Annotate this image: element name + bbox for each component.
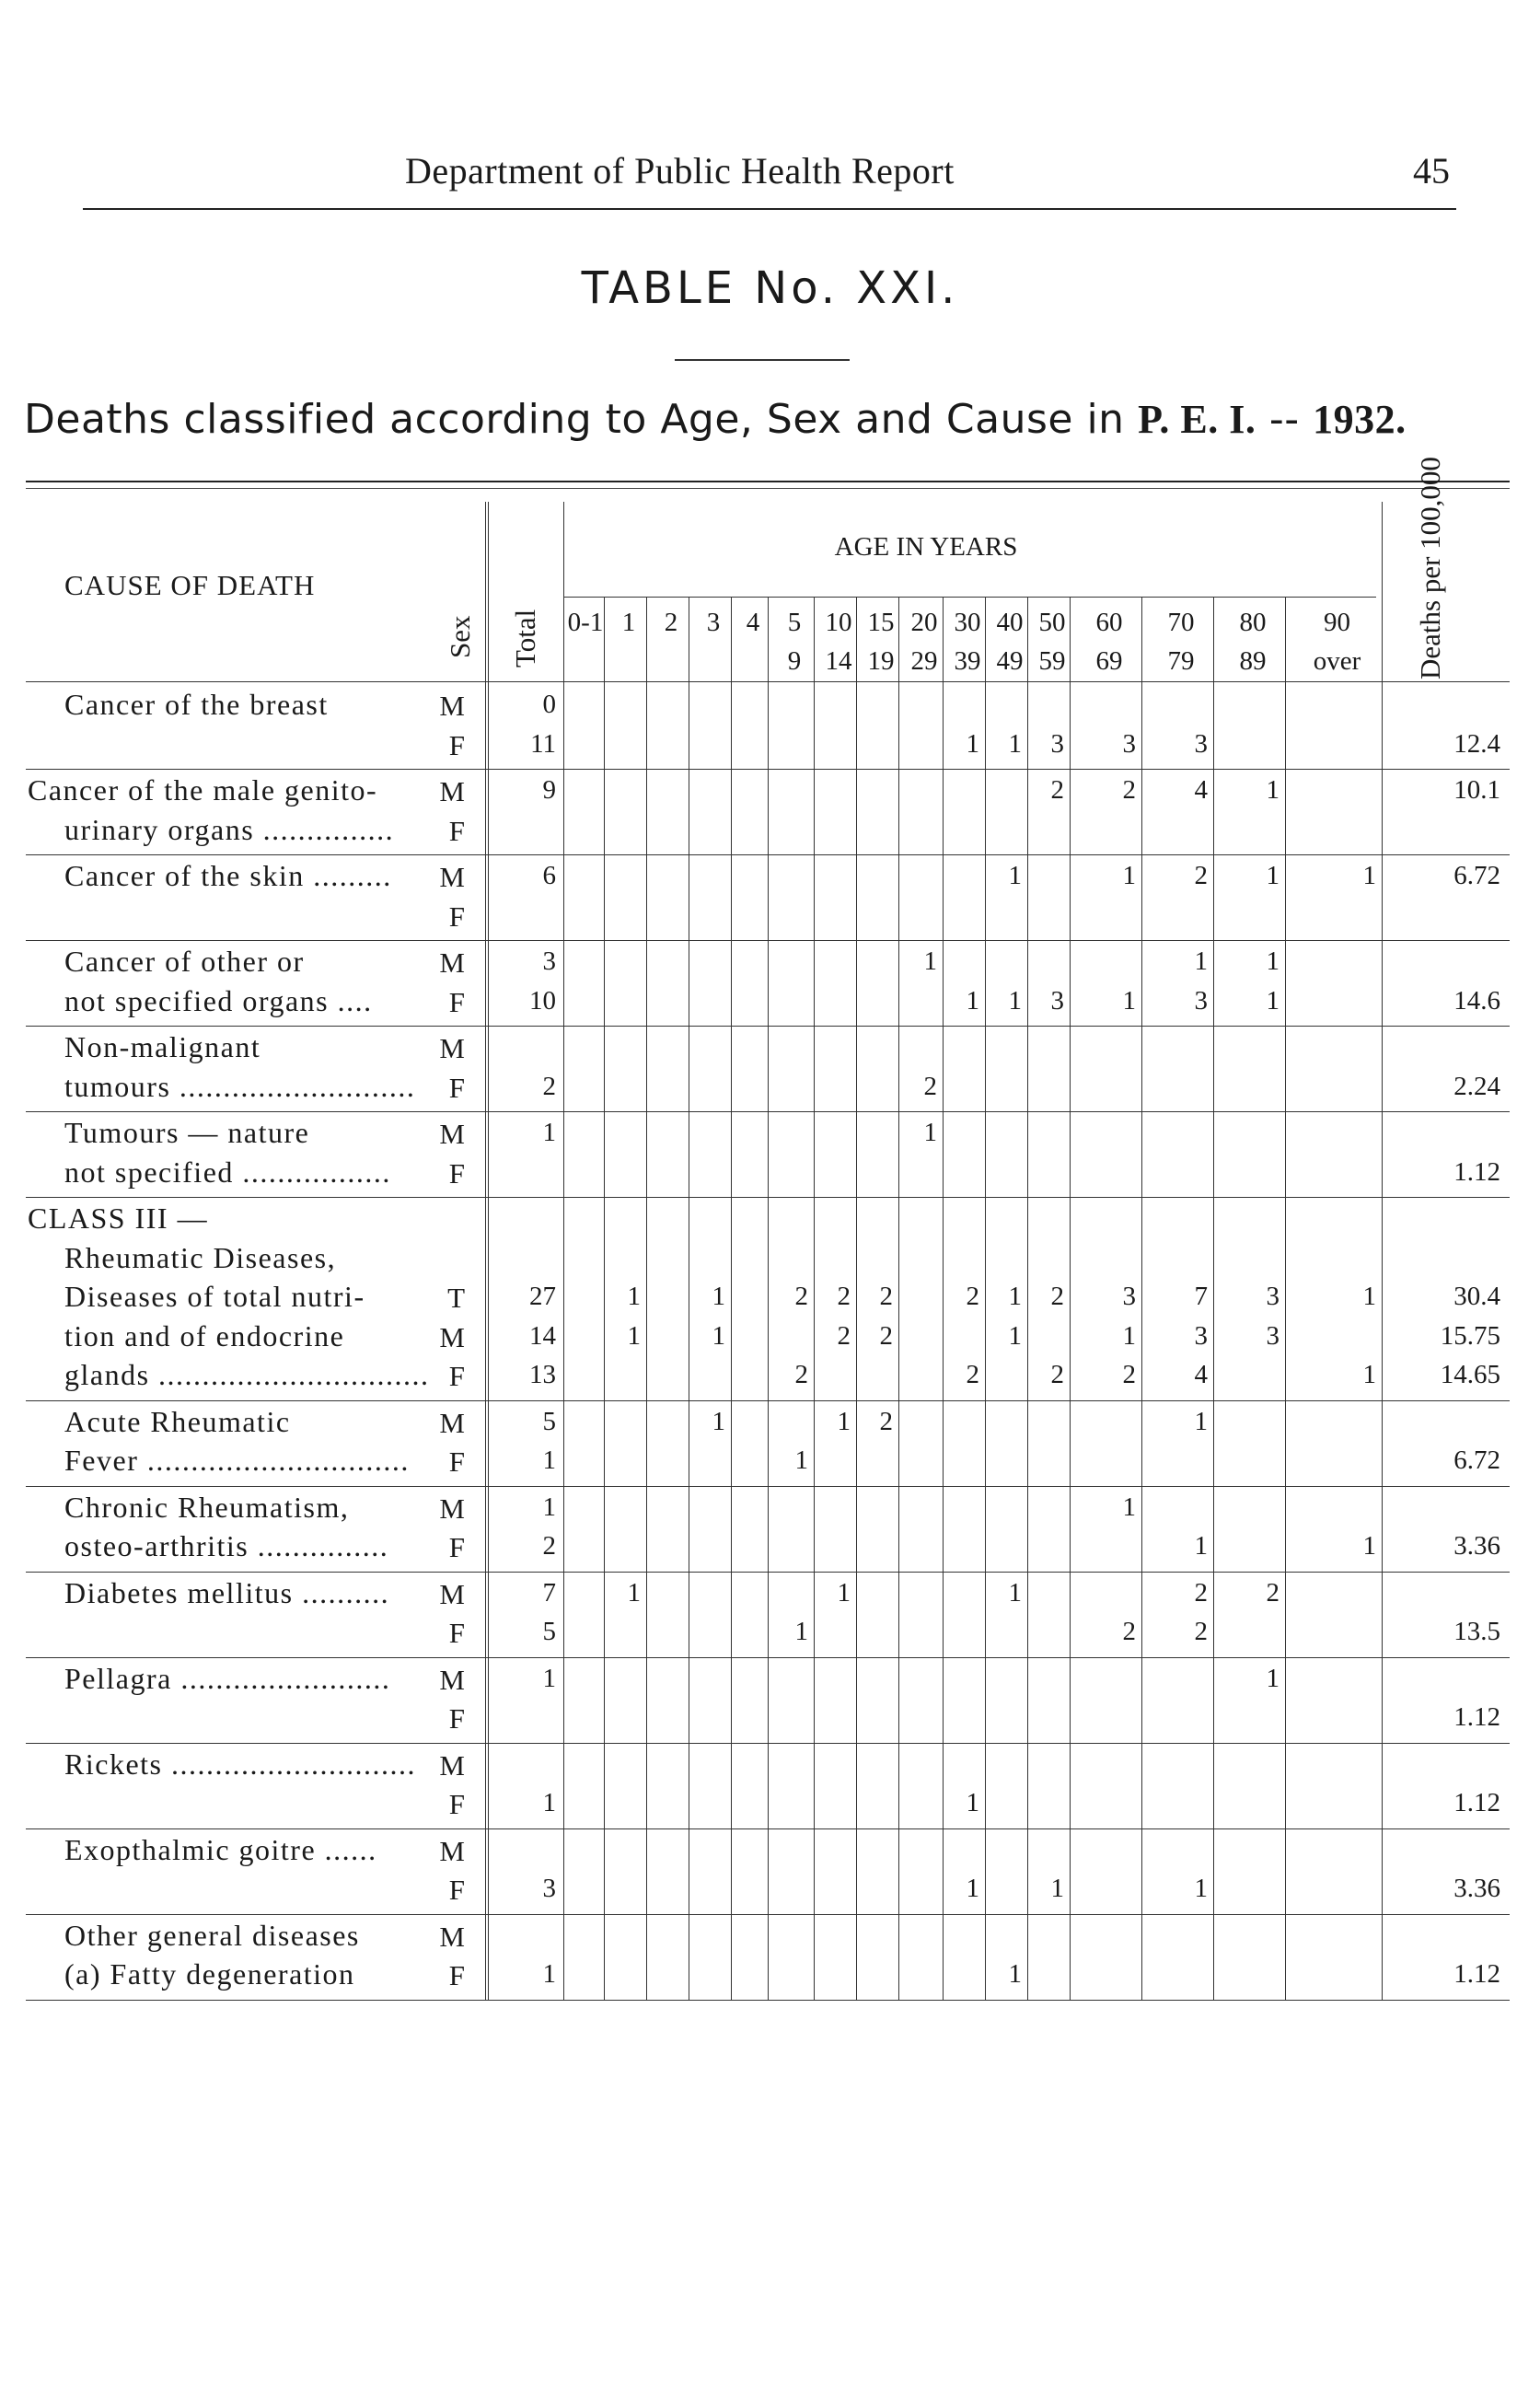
- deaths-per-100000-header: Deaths per 100,000: [1414, 457, 1446, 679]
- sex-13-0: M: [439, 1920, 465, 1953]
- rate-1-0: 10.1: [1453, 775, 1500, 805]
- group-rule-13: [26, 2000, 1510, 2001]
- age-col-rule-16: [1382, 502, 1383, 2000]
- age-cell-7-0-6: 1: [837, 1406, 851, 1436]
- cause-6-line-1: Rheumatic Diseases,: [64, 1240, 337, 1274]
- age-col-0-top: 0-1: [567, 608, 604, 637]
- age-cell-1-0-14: 1: [1266, 775, 1279, 805]
- age-cell-6-1-1: 1: [627, 1320, 641, 1351]
- age-col-rule-4: [731, 597, 732, 2000]
- cause-7-line-0: Acute Rheumatic: [64, 1404, 291, 1438]
- total-1-0: 9: [542, 775, 556, 805]
- age-cell-0-1-9: 1: [966, 728, 979, 759]
- sex-column-rule: [488, 502, 489, 2000]
- age-col-10-bottom: 49: [996, 646, 1024, 676]
- sex-7-0: M: [439, 1406, 465, 1439]
- age-cell-3-0-8: 1: [923, 946, 937, 976]
- age-cell-1-0-11: 2: [1050, 775, 1064, 805]
- rate-5-1: 1.12: [1453, 1156, 1500, 1187]
- age-col-9-top: 30: [954, 608, 981, 637]
- sex-6-0: T: [447, 1282, 465, 1314]
- age-cell-2-0-15: 1: [1362, 861, 1376, 890]
- age-cell-12-1-13: 1: [1194, 1874, 1208, 1903]
- age-cell-6-0-12: 3: [1122, 1282, 1136, 1311]
- age-cell-1-0-13: 4: [1194, 775, 1208, 805]
- rate-8-1: 3.36: [1453, 1531, 1500, 1561]
- age-header-rule: [563, 597, 1376, 598]
- age-cell-9-0-13: 2: [1194, 1577, 1208, 1608]
- cause-8-line-1: osteo-arthritis ...............: [64, 1529, 389, 1562]
- age-col-rule-15: [1285, 597, 1286, 2000]
- age-cell-8-1-15: 1: [1362, 1531, 1376, 1561]
- cause-0-line-0: Cancer of the breast: [64, 688, 329, 721]
- rate-2-0: 6.72: [1453, 861, 1500, 890]
- cause-12-line-0: Exopthalmic goitre ......: [64, 1832, 377, 1866]
- sex-7-1: F: [448, 1445, 465, 1478]
- sex-11-0: M: [439, 1748, 465, 1782]
- age-in-years-header: AGE IN YEARS: [834, 532, 1018, 562]
- sex-4-0: M: [439, 1032, 465, 1064]
- age-cell-12-1-9: 1: [966, 1874, 979, 1903]
- age-col-rule-7: [856, 597, 857, 2000]
- sex-5-1: F: [448, 1156, 465, 1190]
- age-col-rule-6: [814, 597, 815, 2000]
- age-cell-12-1-11: 1: [1050, 1874, 1064, 1903]
- sex-1-1: F: [448, 814, 465, 847]
- cause-6-line-3: tion and of endocrine: [64, 1318, 345, 1352]
- age-col-9-bottom: 39: [954, 646, 981, 676]
- sex-6-2: F: [448, 1360, 465, 1392]
- age-cell-9-0-14: 2: [1266, 1577, 1279, 1608]
- sex-3-1: F: [448, 985, 465, 1018]
- age-cell-9-1-5: 1: [794, 1617, 808, 1646]
- age-cell-7-1-5: 1: [794, 1445, 808, 1475]
- sex-2-0: M: [439, 861, 465, 893]
- sex-5-0: M: [439, 1118, 465, 1150]
- rate-0-1: 12.4: [1453, 728, 1500, 759]
- total-4-1: 2: [542, 1071, 556, 1101]
- age-col-10-top: 40: [996, 608, 1024, 637]
- age-cell-0-1-10: 1: [1008, 728, 1022, 759]
- age-col-12-top: 60: [1095, 608, 1123, 637]
- cause-6-line-0: CLASS III —: [28, 1202, 209, 1235]
- total-7-0: 5: [542, 1406, 556, 1436]
- sex-1-0: M: [439, 775, 465, 807]
- title-divider: [675, 359, 850, 361]
- age-cell-10-0-14: 1: [1266, 1663, 1279, 1693]
- age-cell-6-0-5: 2: [794, 1282, 808, 1311]
- age-cell-6-0-13: 7: [1194, 1282, 1208, 1311]
- age-cell-2-0-14: 1: [1266, 861, 1279, 890]
- age-col-1-top: 1: [621, 608, 636, 637]
- age-col-rule-14: [1213, 597, 1214, 2000]
- cause-10-line-0: Pellagra ........................: [64, 1661, 391, 1695]
- age-cell-6-1-13: 3: [1194, 1320, 1208, 1351]
- subtitle-text: Deaths classified according to Age, Sex and Cause in: [24, 396, 1125, 443]
- sex-0-1: F: [448, 728, 465, 761]
- age-cell-6-2-13: 4: [1194, 1360, 1208, 1389]
- rate-10-1: 1.12: [1453, 1702, 1500, 1732]
- header-rule: [83, 208, 1456, 210]
- total-3-0: 3: [542, 946, 556, 976]
- age-cell-2-0-13: 2: [1194, 861, 1208, 890]
- age-col-15-bottom: over: [1313, 646, 1361, 676]
- age-cell-6-1-12: 1: [1122, 1320, 1136, 1351]
- cause-1-line-1: urinary organs ...............: [64, 812, 395, 846]
- sex-8-1: F: [448, 1531, 465, 1563]
- cause-5-line-1: not specified .................: [64, 1155, 391, 1189]
- report-header-title: Department of Public Health Report: [405, 150, 955, 192]
- total-7-1: 1: [542, 1445, 556, 1475]
- sex-0-0: M: [439, 690, 465, 722]
- age-cell-3-1-13: 3: [1194, 985, 1208, 1016]
- age-cell-11-1-9: 1: [966, 1788, 979, 1817]
- cause-1-line-0: Cancer of the male genito-: [28, 773, 378, 807]
- age-cell-2-0-10: 1: [1008, 861, 1022, 890]
- age-cell-6-1-7: 2: [879, 1320, 893, 1351]
- age-col-3-top: 3: [706, 608, 721, 637]
- cause-of-death-header: CAUSE OF DEATH: [64, 569, 316, 601]
- page-number: 45: [1413, 150, 1450, 192]
- cause-13-line-0: Other general diseases: [64, 1918, 360, 1952]
- age-cell-3-0-13: 1: [1194, 946, 1208, 976]
- total-0-0: 0: [542, 690, 556, 719]
- age-col-rule-8: [898, 597, 899, 2000]
- sex-10-0: M: [439, 1663, 465, 1696]
- subtitle-separator: --: [1268, 396, 1300, 443]
- table-subtitle: [24, 396, 1407, 443]
- cause-6-line-4: glands ...............................: [64, 1358, 430, 1391]
- age-cell-5-0-8: 1: [923, 1118, 937, 1147]
- age-col-4-top: 4: [746, 608, 760, 637]
- age-cell-13-1-10: 1: [1008, 1959, 1022, 1989]
- cause-3-line-0: Cancer of other or: [64, 945, 305, 978]
- sex-6-1: M: [439, 1320, 465, 1353]
- age-cell-0-1-12: 3: [1122, 728, 1136, 759]
- age-cell-3-1-14: 1: [1266, 985, 1279, 1016]
- age-col-rule-2: [646, 597, 647, 2000]
- age-col-14-bottom: 89: [1239, 646, 1267, 676]
- rate-6-0: 30.4: [1453, 1282, 1500, 1311]
- age-cell-7-0-13: 1: [1194, 1406, 1208, 1436]
- cause-7-line-1: Fever ..............................: [64, 1444, 410, 1477]
- total-5-0: 1: [542, 1118, 556, 1147]
- age-cell-0-1-13: 3: [1194, 728, 1208, 759]
- rate-6-2: 14.65: [1440, 1360, 1500, 1389]
- age-cell-0-1-11: 3: [1050, 728, 1064, 759]
- subtitle-year: 1932.: [1313, 397, 1407, 442]
- age-cell-8-1-13: 1: [1194, 1531, 1208, 1561]
- age-cell-9-1-12: 2: [1122, 1617, 1136, 1646]
- total-6-1: 14: [529, 1320, 556, 1351]
- total-13-1: 1: [542, 1959, 556, 1989]
- age-col-8-top: 20: [910, 608, 938, 637]
- age-cell-6-0-7: 2: [879, 1282, 893, 1311]
- rate-12-1: 3.36: [1453, 1874, 1500, 1903]
- total-12-1: 3: [542, 1874, 556, 1903]
- sex-13-1: F: [448, 1959, 465, 1991]
- total-3-1: 10: [529, 985, 556, 1016]
- age-cell-2-0-12: 1: [1122, 861, 1136, 890]
- age-cell-6-2-12: 2: [1122, 1360, 1136, 1389]
- age-col-12-bottom: 69: [1095, 646, 1123, 676]
- sex-3-0: M: [439, 946, 465, 979]
- age-cell-6-2-15: 1: [1362, 1360, 1376, 1389]
- age-col-rule-9: [943, 597, 944, 2000]
- cause-6-line-2: Diseases of total nutri-: [64, 1280, 365, 1313]
- age-col-7-top: 15: [867, 608, 895, 637]
- age-col-rule-1: [604, 597, 605, 2000]
- rate-11-1: 1.12: [1453, 1788, 1500, 1817]
- rate-7-1: 6.72: [1453, 1445, 1500, 1475]
- age-col-11-bottom: 59: [1038, 646, 1066, 676]
- age-col-15-top: 90: [1324, 608, 1350, 637]
- total-6-0: 27: [529, 1282, 556, 1311]
- age-col-5-top: 5: [787, 608, 802, 637]
- age-col-rule-5: [768, 597, 769, 2000]
- age-col-rule-12: [1070, 597, 1071, 2000]
- age-cell-6-0-10: 1: [1008, 1282, 1022, 1311]
- cause-11-line-0: Rickets ............................: [64, 1747, 416, 1781]
- cause-4-line-1: tumours ...........................: [64, 1069, 416, 1103]
- age-cell-7-0-7: 2: [879, 1406, 893, 1436]
- rate-4-1: 2.24: [1453, 1071, 1500, 1101]
- age-col-2-top: 2: [664, 608, 678, 637]
- sex-12-0: M: [439, 1834, 465, 1867]
- age-col-rule-11: [1027, 597, 1028, 2000]
- age-cell-3-1-10: 1: [1008, 985, 1022, 1016]
- age-col-11-top: 50: [1038, 608, 1066, 637]
- total-10-0: 1: [542, 1663, 556, 1693]
- age-cell-3-0-14: 1: [1266, 946, 1279, 976]
- table-title: TABLE No. XXI.: [581, 262, 959, 314]
- cause-3-line-1: not specified organs ....: [64, 983, 373, 1017]
- total-6-2: 13: [529, 1360, 556, 1389]
- rate-13-1: 1.12: [1453, 1959, 1500, 1989]
- age-cell-6-0-6: 2: [837, 1282, 851, 1311]
- age-cell-6-0-15: 1: [1362, 1282, 1376, 1311]
- age-cell-6-0-11: 2: [1050, 1282, 1064, 1311]
- sex-4-1: F: [448, 1071, 465, 1104]
- age-cell-9-0-10: 1: [1008, 1577, 1022, 1608]
- total-column-right-rule: [563, 502, 564, 2000]
- age-cell-9-0-6: 1: [837, 1577, 851, 1608]
- age-cell-4-1-8: 2: [923, 1071, 937, 1101]
- sex-column-header: Sex: [444, 615, 476, 658]
- age-cell-6-1-14: 3: [1266, 1320, 1279, 1351]
- table-top-rule: [26, 481, 1510, 482]
- cause-4-line-0: Non-malignant: [64, 1030, 261, 1063]
- age-cell-6-0-9: 2: [966, 1282, 979, 1311]
- age-cell-7-0-3: 1: [712, 1406, 725, 1436]
- age-col-rule-10: [985, 597, 986, 2000]
- age-cell-1-0-12: 2: [1122, 775, 1136, 805]
- total-2-0: 6: [542, 861, 556, 890]
- age-cell-3-1-11: 3: [1050, 985, 1064, 1016]
- cause-9-line-0: Diabetes mellitus ..........: [64, 1575, 390, 1609]
- sex-10-1: F: [448, 1702, 465, 1735]
- age-cell-6-2-11: 2: [1050, 1360, 1064, 1389]
- age-col-13-top: 70: [1167, 608, 1195, 637]
- total-8-0: 1: [542, 1492, 556, 1522]
- cause-13-line-1: (a) Fatty degeneration: [64, 1957, 355, 1991]
- age-cell-6-0-14: 3: [1266, 1282, 1279, 1311]
- age-col-8-bottom: 29: [910, 646, 938, 676]
- age-col-6-top: 10: [825, 608, 852, 637]
- total-9-1: 5: [542, 1617, 556, 1646]
- age-col-6-bottom: 14: [825, 646, 852, 676]
- age-cell-9-0-1: 1: [627, 1577, 641, 1608]
- sex-12-1: F: [448, 1874, 465, 1906]
- total-column-header: Total: [509, 609, 541, 668]
- sex-9-0: M: [439, 1577, 465, 1610]
- sex-11-1: F: [448, 1788, 465, 1820]
- total-0-1: 11: [530, 728, 556, 759]
- age-cell-6-2-5: 2: [794, 1360, 808, 1389]
- age-cell-3-1-9: 1: [966, 985, 979, 1016]
- age-col-5-bottom: 9: [787, 646, 802, 676]
- age-col-14-top: 80: [1239, 608, 1267, 637]
- table-top-rule-thin: [26, 488, 1510, 489]
- age-col-13-bottom: 79: [1167, 646, 1195, 676]
- cause-2-line-0: Cancer of the skin .........: [64, 859, 392, 892]
- cause-5-line-0: Tumours — nature: [64, 1116, 310, 1149]
- cause-8-line-0: Chronic Rheumatism,: [64, 1490, 350, 1524]
- sex-2-1: F: [448, 900, 465, 933]
- age-cell-6-2-9: 2: [966, 1360, 979, 1389]
- total-9-0: 7: [542, 1577, 556, 1608]
- rate-9-1: 13.5: [1453, 1617, 1500, 1646]
- total-column-left-rule: [485, 502, 486, 2000]
- sex-9-1: F: [448, 1617, 465, 1649]
- subtitle-region: P. E. I.: [1138, 397, 1256, 442]
- total-8-1: 2: [542, 1531, 556, 1561]
- age-cell-6-1-3: 1: [712, 1320, 725, 1351]
- rate-6-1: 15.75: [1440, 1320, 1500, 1351]
- age-col-rule-13: [1141, 597, 1142, 2000]
- age-cell-8-0-12: 1: [1122, 1492, 1136, 1522]
- age-cell-9-1-13: 2: [1194, 1617, 1208, 1646]
- total-11-1: 1: [542, 1788, 556, 1817]
- age-cell-6-0-3: 1: [712, 1282, 725, 1311]
- age-cell-3-1-12: 1: [1122, 985, 1136, 1016]
- age-col-7-bottom: 19: [867, 646, 895, 676]
- age-cell-6-1-10: 1: [1008, 1320, 1022, 1351]
- sex-8-0: M: [439, 1492, 465, 1525]
- age-cell-6-0-1: 1: [627, 1282, 641, 1311]
- rate-3-1: 14.6: [1453, 985, 1500, 1016]
- age-cell-6-1-6: 2: [837, 1320, 851, 1351]
